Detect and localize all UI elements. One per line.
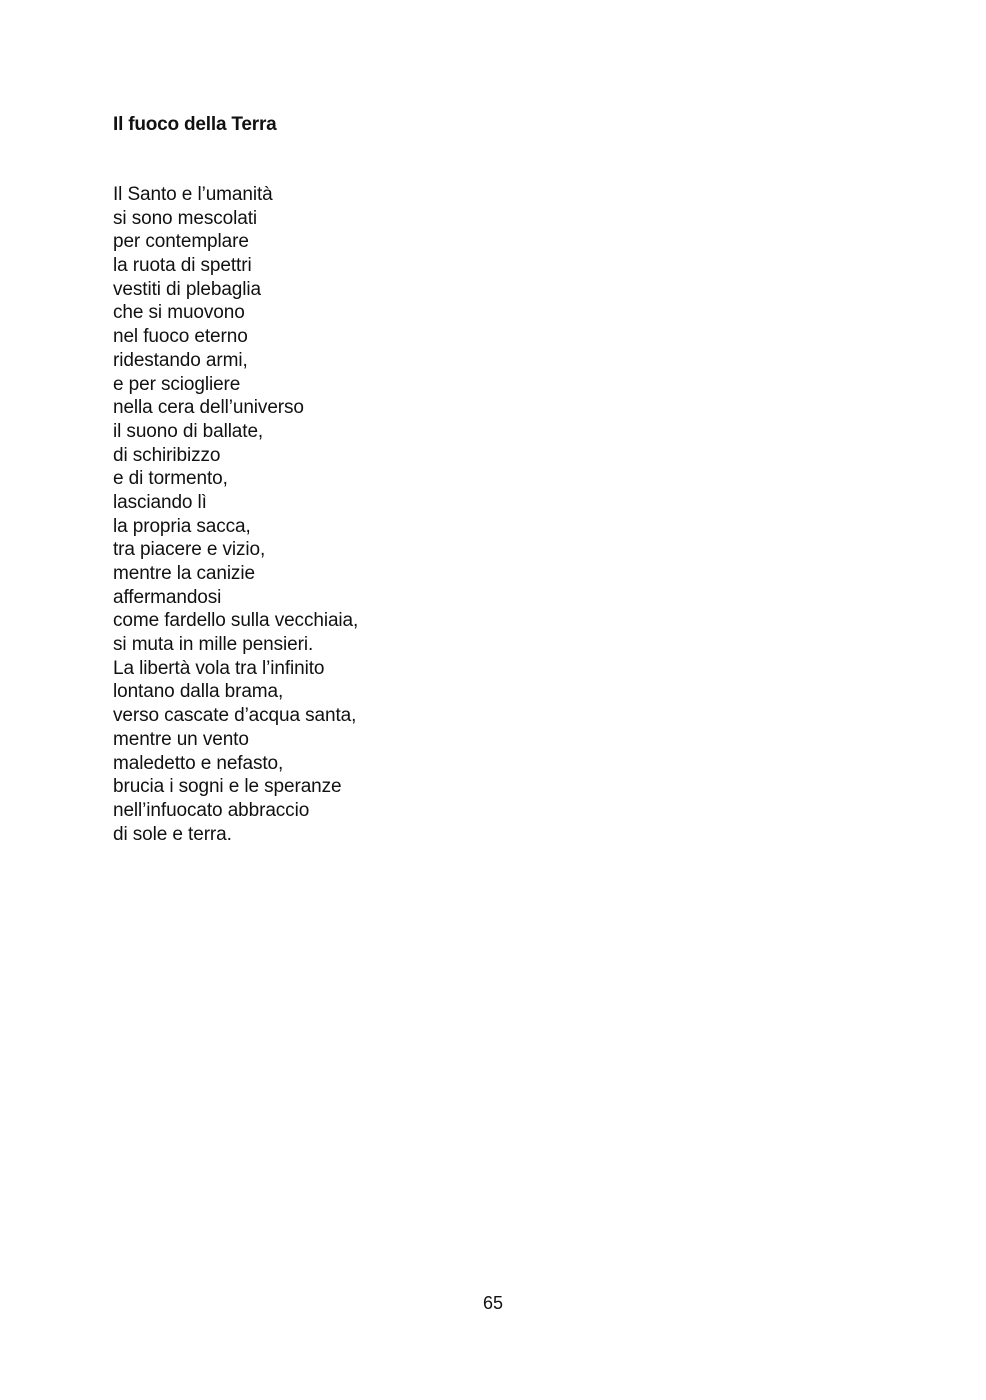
poem-line: affermandosi bbox=[113, 586, 222, 608]
poem-line: e di tormento, bbox=[113, 468, 228, 490]
poem-line: il suono di ballate, bbox=[113, 420, 264, 442]
poem-line: Il Santo e l’umanità bbox=[113, 184, 273, 205]
poem-line: ridestando armi, bbox=[113, 349, 248, 371]
poem-line: nel fuoco eterno bbox=[113, 326, 248, 348]
poem-line: nell’infuocato abbraccio bbox=[113, 799, 310, 821]
poem-line: La libertà vola tra l’infinito bbox=[113, 657, 325, 679]
poem-line: lasciando lì bbox=[113, 491, 207, 513]
poem-line: mentre un vento bbox=[113, 728, 249, 750]
poem-line: di schiribizzo bbox=[113, 444, 221, 466]
poem-line: si muta in mille pensieri. bbox=[113, 634, 314, 656]
poem-line: la propria sacca, bbox=[113, 515, 251, 537]
poem-body bbox=[113, 183, 358, 846]
poem-line: si sono mescolati bbox=[113, 207, 258, 229]
poem-line: che si muovono bbox=[113, 302, 245, 324]
poem-line: vestiti di plebaglia bbox=[113, 278, 261, 300]
poem-line: e per sciogliere bbox=[113, 373, 241, 395]
poem-line: maledetto e nefasto, bbox=[113, 752, 284, 774]
poem-line: la ruota di spettri bbox=[113, 255, 252, 277]
poem-line: di sole e terra. bbox=[113, 823, 232, 845]
poem-line: tra piacere e vizio, bbox=[113, 539, 266, 561]
poem-line: per contemplare bbox=[113, 231, 249, 253]
poem-line: lontano dalla brama, bbox=[113, 681, 284, 703]
page-number: 65 bbox=[482, 1293, 504, 1313]
poem-line: come fardello sulla vecchiaia, bbox=[113, 610, 359, 632]
poem-line: brucia i sogni e le speranze bbox=[113, 776, 342, 798]
poem-line: mentre la canizie bbox=[113, 563, 255, 584]
poem-line: nella cera dell’universo bbox=[113, 397, 304, 419]
poem-line: verso cascate d’acqua santa, bbox=[113, 705, 357, 727]
poem-title: Il fuoco della Terra bbox=[113, 114, 277, 135]
